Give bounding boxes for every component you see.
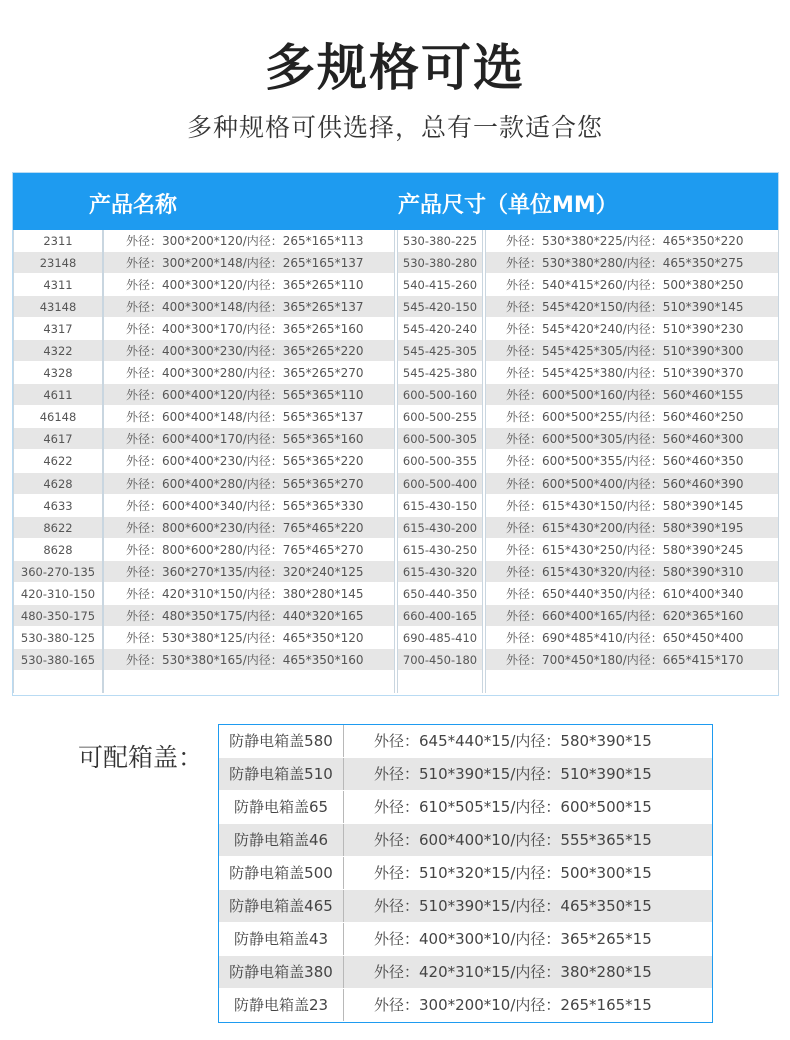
product-size-cell: 外径：600*400*120/内径：565*365*110 (104, 384, 394, 406)
left-size-column (103, 230, 395, 693)
product-size-cell: 外径：650*440*350/内径：610*400*340 (486, 583, 778, 605)
product-size-cell: 外径：400*300*120/内径：365*265*110 (104, 274, 394, 296)
lids-label: 可配箱盖： (78, 743, 204, 772)
product-name-cell: 545-425-305 (398, 340, 482, 362)
right-size-column (485, 230, 779, 693)
product-name-cell: 4628 (14, 473, 102, 495)
product-size-cell: 外径：600*400*340/内径：565*365*330 (104, 495, 394, 517)
lid-name-cell: 防静电箱盖23 (219, 989, 344, 1021)
product-name-cell: 615-430-150 (398, 495, 482, 517)
lid-size-cell: 外径：420*310*15/内径：380*280*15 (374, 963, 652, 981)
product-name-cell: 690-485-410 (398, 627, 482, 649)
lid-size-cell: 外径：400*300*10/内径：365*265*15 (374, 930, 652, 948)
product-size-cell: 外径：540*415*260/内径：500*380*250 (486, 274, 778, 296)
lid-name-cell: 防静电箱盖43 (219, 923, 344, 955)
product-size-cell: 外径：545*425*305/内径：510*390*300 (486, 340, 778, 362)
right-name-column (397, 230, 483, 693)
product-name-cell: 480-350-175 (14, 605, 102, 627)
product-name-cell: 545-420-150 (398, 296, 482, 318)
lid-row (219, 725, 712, 758)
product-name-cell: 8622 (14, 517, 102, 539)
product-size-cell: 外径：600*500*355/内径：560*460*350 (486, 450, 778, 472)
product-size-cell: 外径：300*200*120/内径：265*165*113 (104, 230, 394, 252)
product-size-cell: 外径：530*380*225/内径：465*350*220 (486, 230, 778, 252)
product-size-cell: 外径：615*430*150/内径：580*390*145 (486, 495, 778, 517)
product-name-cell: 600-500-305 (398, 428, 482, 450)
lid-row (219, 791, 712, 824)
product-name-cell: 530-380-280 (398, 252, 482, 274)
product-size-cell: 外径：615*430*250/内径：580*390*245 (486, 539, 778, 561)
lid-row (219, 923, 712, 956)
product-name-cell: 420-310-150 (14, 583, 102, 605)
product-size-cell: 外径：800*600*230/内径：765*465*220 (104, 517, 394, 539)
product-size-cell: 外径：545*425*380/内径：510*390*370 (486, 362, 778, 384)
product-size-cell: 外径：545*420*150/内径：510*390*145 (486, 296, 778, 318)
product-name-cell: 600-500-255 (398, 406, 482, 428)
product-name-cell: 700-450-180 (398, 649, 482, 671)
spec-table-header (13, 173, 778, 230)
product-name-cell: 4311 (14, 274, 102, 296)
product-size-cell: 外径：600*400*148/内径：565*365*137 (104, 406, 394, 428)
product-size-cell: 外径：600*400*230/内径：565*365*220 (104, 450, 394, 472)
product-size-cell: 外径：530*380*165/内径：465*350*160 (104, 649, 394, 671)
product-name-cell: 2311 (14, 230, 102, 252)
product-name-cell: 46148 (14, 406, 102, 428)
lid-row (219, 758, 712, 791)
spec-table (12, 172, 779, 696)
product-name-cell: 4328 (14, 362, 102, 384)
lid-size-cell: 外径：600*400*10/内径：555*365*15 (374, 831, 652, 849)
product-name-cell: 600-500-400 (398, 473, 482, 495)
product-name-cell: 4317 (14, 318, 102, 340)
lids-table (218, 724, 713, 1023)
lid-name-cell: 防静电箱盖465 (219, 890, 344, 922)
product-size-cell: 外径：400*300*148/内径：365*265*137 (104, 296, 394, 318)
left-name-column (13, 230, 103, 693)
product-size-cell: 外径：615*430*200/内径：580*390*195 (486, 517, 778, 539)
lid-size-cell: 外径：645*440*15/内径：580*390*15 (374, 732, 652, 750)
product-name-cell: 615-430-250 (398, 539, 482, 561)
product-name-cell: 650-440-350 (398, 583, 482, 605)
product-name-cell: 23148 (14, 252, 102, 274)
product-size-cell: 外径：600*400*170/内径：565*365*160 (104, 428, 394, 450)
lid-row (219, 890, 712, 923)
product-size-cell: 外径：600*400*280/内径：565*365*270 (104, 473, 394, 495)
product-size-cell: 外径：420*310*150/内径：380*280*145 (104, 583, 394, 605)
lid-row (219, 824, 712, 857)
product-name-cell: 530-380-125 (14, 627, 102, 649)
lid-row (219, 857, 712, 890)
lid-name-cell: 防静电箱盖380 (219, 956, 344, 988)
product-size-cell: 外径：300*200*148/内径：265*165*137 (104, 252, 394, 274)
product-size-cell: 外径：600*500*255/内径：560*460*250 (486, 406, 778, 428)
product-size-cell: 外径：600*500*305/内径：560*460*300 (486, 428, 778, 450)
product-name-cell: 43148 (14, 296, 102, 318)
product-name-cell: 540-415-260 (398, 274, 482, 296)
page-subtitle: 多种规格可供选择，总有一款适合您 (186, 113, 603, 142)
lid-row (219, 989, 712, 1022)
header-product-size: 产品尺寸（单位MM） (398, 193, 618, 218)
lid-size-cell: 外径：510*320*15/内径：500*300*15 (374, 864, 652, 882)
product-name-cell: 4611 (14, 384, 102, 406)
lid-size-cell: 外径：510*390*15/内径：510*390*15 (374, 765, 652, 783)
product-size-cell: 外径：700*450*180/内径：665*415*170 (486, 649, 778, 671)
product-name-cell: 4622 (14, 450, 102, 472)
product-name-cell: 545-425-380 (398, 362, 482, 384)
lid-size-cell: 外径：300*200*10/内径：265*165*15 (374, 996, 652, 1014)
product-size-cell: 外径：600*500*400/内径：560*460*390 (486, 473, 778, 495)
product-size-cell: 外径：400*300*230/内径：365*265*220 (104, 340, 394, 362)
product-name-cell: 600-500-160 (398, 384, 482, 406)
product-size-cell: 外径：545*420*240/内径：510*390*230 (486, 318, 778, 340)
product-size-cell: 外径：360*270*135/内径：320*240*125 (104, 561, 394, 583)
product-name-cell: 615-430-200 (398, 517, 482, 539)
page-title: 多规格可选 (265, 39, 525, 97)
product-name-cell: 530-380-225 (398, 230, 482, 252)
product-name-cell: 8628 (14, 539, 102, 561)
product-name-cell: 660-400-165 (398, 605, 482, 627)
product-size-cell: 外径：400*300*170/内径：365*265*160 (104, 318, 394, 340)
lid-size-cell: 外径：610*505*15/内径：600*500*15 (374, 798, 652, 816)
product-size-cell: 外径：660*400*165/内径：620*365*160 (486, 605, 778, 627)
product-size-cell: 外径：530*380*280/内径：465*350*275 (486, 252, 778, 274)
product-size-cell: 外径：530*380*125/内径：465*350*120 (104, 627, 394, 649)
lid-name-cell: 防静电箱盖46 (219, 824, 344, 856)
lid-name-cell: 防静电箱盖510 (219, 758, 344, 790)
product-name-cell: 545-420-240 (398, 318, 482, 340)
lid-name-cell: 防静电箱盖500 (219, 857, 344, 889)
product-name-cell: 4617 (14, 428, 102, 450)
product-name-cell: 600-500-355 (398, 450, 482, 472)
lid-name-cell: 防静电箱盖65 (219, 791, 344, 823)
product-size-cell: 外径：615*430*320/内径：580*390*310 (486, 561, 778, 583)
lid-size-cell: 外径：510*390*15/内径：465*350*15 (374, 897, 652, 915)
product-name-cell: 4633 (14, 495, 102, 517)
product-size-cell: 外径：480*350*175/内径：440*320*165 (104, 605, 394, 627)
lid-row (219, 956, 712, 989)
product-name-cell: 4322 (14, 340, 102, 362)
product-size-cell: 外径：800*600*280/内径：765*465*270 (104, 539, 394, 561)
product-name-cell: 530-380-165 (14, 649, 102, 671)
product-size-cell: 外径：600*500*160/内径：560*460*155 (486, 384, 778, 406)
product-name-cell: 360-270-135 (14, 561, 102, 583)
lid-name-cell: 防静电箱盖580 (219, 725, 344, 757)
header-product-name: 产品名称 (89, 193, 178, 218)
product-size-cell: 外径：400*300*280/内径：365*265*270 (104, 362, 394, 384)
product-size-cell: 外径：690*485*410/内径：650*450*400 (486, 627, 778, 649)
product-name-cell: 615-430-320 (398, 561, 482, 583)
